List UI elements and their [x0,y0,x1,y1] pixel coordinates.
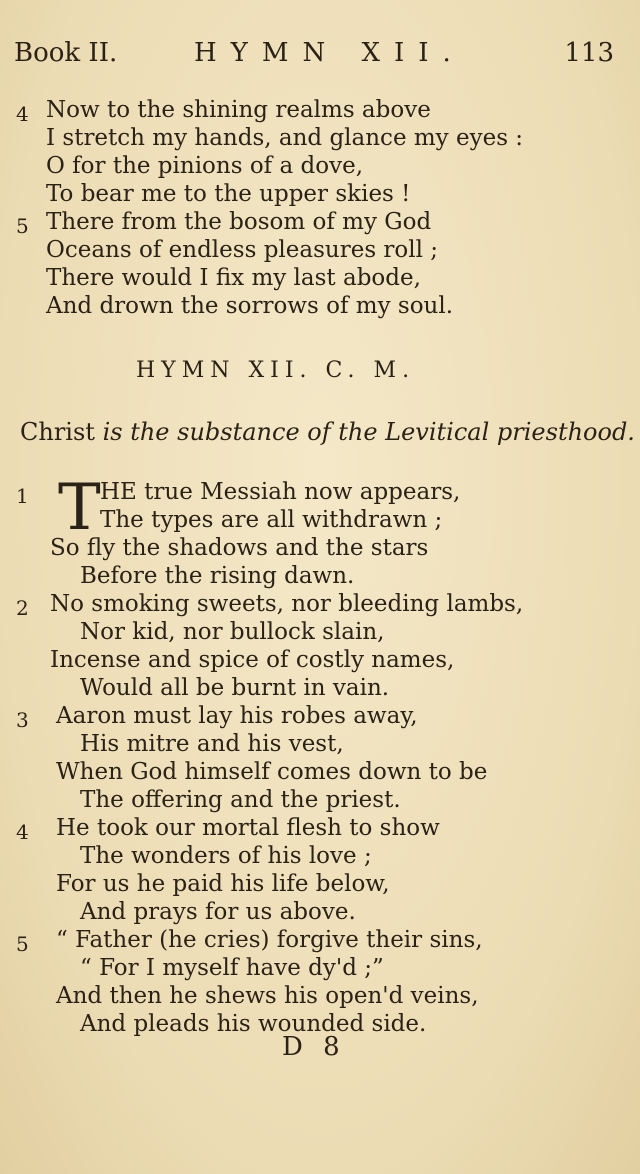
verse-line: There would I fix my last abode, [46,265,421,291]
stanza [0,208,640,320]
verse-line: And then he shews his open'd veins, [56,983,479,1009]
stanza-number: 5 [16,214,29,238]
running-header [14,38,614,74]
verse-line: O for the pinions of a dove, [46,153,364,179]
verse-line: And drown the sorrows of my soul. [46,293,454,319]
subtitle-text: is the substance of the Levitical priesthood. [102,418,635,446]
verse-line: I stretch my hands, and glance my eyes : [46,125,524,151]
verse-line: “ Father (he cries) forgive their sins, [56,927,483,953]
verse-line: No smoking sweets, nor bleeding lambs, [50,591,524,617]
verse-line: There from the bosom of my God [46,209,432,235]
verse-line: When God himself comes down to be [56,759,488,785]
page-number: 113 [564,38,614,68]
hymn-subtitle [20,418,635,446]
verse-line: “ For I myself have dy'd ;” [80,955,384,981]
stanza-number: 1 [16,484,29,508]
stanza-number: 2 [16,596,29,620]
verse-line: And pleads his wounded side. [80,1011,427,1037]
stanza [0,590,640,702]
stanza-number: 5 [16,932,29,956]
verse-line: HE true Messiah now appears, [100,479,461,505]
verse-line: He took our mortal flesh to show [56,815,440,841]
stanza [0,814,640,926]
verse-line: Incense and spice of costly names, [50,647,455,673]
verse-line: The types are all withdrawn ; [100,507,443,533]
verse-line: So fly the shadows and the stars [50,535,429,561]
header-hymn-label: HYMN XII. [194,38,465,68]
verse-line: The wonders of his love ; [80,843,372,869]
verse-line: Before the rising dawn. [80,563,355,589]
verse-line: For us he paid his life below, [56,871,390,897]
stanza-number: 4 [16,820,29,844]
signature-mark: D 8 [282,1032,346,1062]
stanza-number: 4 [16,102,29,126]
verse-line: Nor kid, nor bullock slain, [80,619,385,645]
stanza [0,96,640,208]
book-label: Book II. [14,38,118,68]
subtitle-word: Christ [20,418,95,446]
stanza [0,471,640,590]
verse-line: His mitre and his vest, [80,731,344,757]
verse-line: Oceans of endless pleasures roll ; [46,237,439,263]
verse-line: To bear me to the upper skies ! [46,181,411,207]
verse-line: The offering and the priest. [80,787,401,813]
verse-line: Would all be burnt in vain. [80,675,390,701]
stanza [0,926,640,1038]
drop-cap: T [58,471,101,545]
hymn-title: HYMN XII. C. M. [136,358,416,383]
verse-line: And prays for us above. [80,899,356,925]
stanza [0,702,640,814]
verse-line: Now to the shining realms above [46,97,431,123]
verse-line: Aaron must lay his robes away, [56,703,418,729]
stanza-number: 3 [16,708,29,732]
